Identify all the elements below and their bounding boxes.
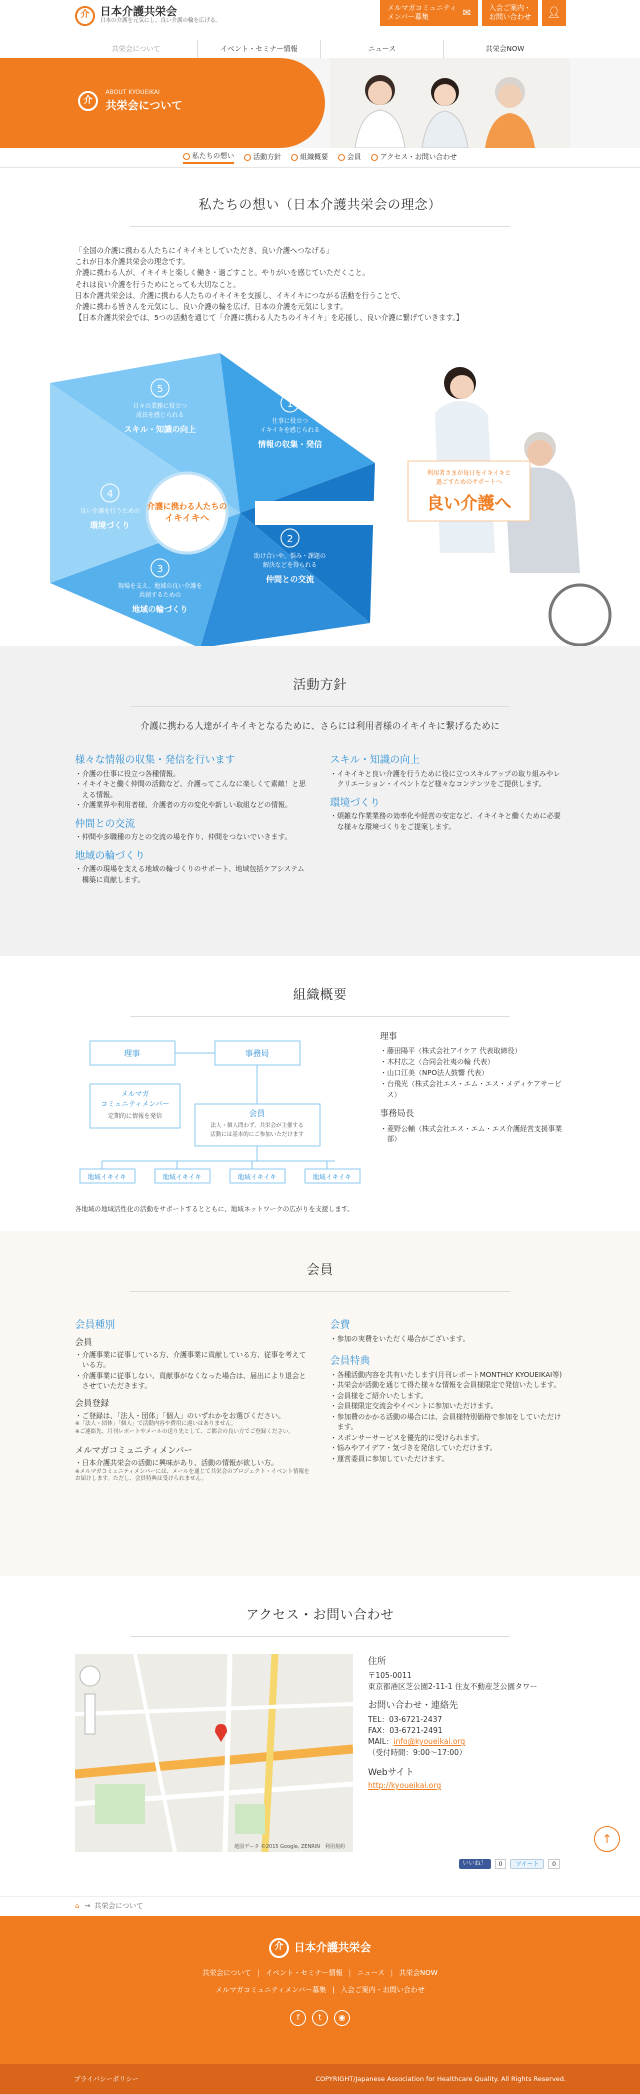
subnav-label: 組織概要 [300,153,329,162]
section-title: 私たちの想い（日本介護共栄会の理念） [0,196,640,227]
copyright: COPYRIGHT/Japanese Association for Healthcare Quality. All Rights Reserved. [315,2074,566,2083]
philosophy-line: 「全国の介護に携わる人たちにイキイキとしていただき、良い介護へつなげる」 [75,246,334,256]
footer-nav-2: メルマガコミュニティメンバー募集 | 入会ご案内・お問い合わせ [215,1985,425,1994]
directors-list [380,1046,570,1100]
list-item: ・ 共栄会が活動を通じて得た様々な情報を会員様限定で発信いたします。 [330,1380,565,1391]
section-title: 活動方針 [0,676,640,707]
list-item: ・ 会員様限定交流会やイベントに参加いただけます。 [330,1401,565,1412]
org-mailmag-sub: 定期的に情報を発信 [107,1113,163,1120]
hero-photo [330,58,570,148]
local-label: 地域イキイキ [87,1173,127,1181]
org-note: 各地域の地域活性化の活動をサポートするとともに、地域ネットワークの広がりを支援します。 [75,1205,354,1213]
address: 東京都港区芝公園2-11-1 住友不動産芝公園タワー [368,1681,538,1691]
philosophy-line: 介護に携わる人が、イキイキと楽しく働き・過ごすこと。やりがいを感じていただくこと。 [75,268,370,278]
policy-list [75,864,310,885]
policy-heading: 様々な情報の収集・発信を行います [75,755,235,767]
list-item: ・ 運営委員に参加していただけます。 [330,1454,565,1465]
join-button[interactable] [482,0,538,26]
facebook-like-button[interactable]: いいね！ [459,1859,491,1869]
policy-lead: 介護に携わる人達がイキイキとなるために、さらには利用者様のイキイキに繋げるために [140,722,500,733]
list-item: ・ 参加の実費をいただく場合がございます。 [330,1334,565,1345]
footer-nav: 共栄会について | イベント・セミナー情報 | ニュース | 共栄会NOW [202,1969,438,1977]
list-item: ・ 介護業界や利用者様、介護者の方の変化や新しい取組などの情報。 [75,800,310,811]
step-desc: 日々の業務に役立つ [132,403,188,410]
step-label: 環境づくり [90,521,130,530]
mailmag-button[interactable] [380,0,478,26]
back-to-top-button[interactable] [594,1826,620,1852]
local-label: 地域イキイキ [312,1173,352,1181]
section-member [0,1231,640,1576]
org-mailmag-2: コミュニティメンバー [100,1100,170,1108]
nav-now[interactable]: 共栄会NOW [443,40,566,58]
member-mm-list [75,1458,310,1469]
mail-row [368,1736,568,1747]
org-member-sub-2: 活動には基本的にご参加いただけます [210,1132,304,1138]
breadcrumb [0,1896,640,1916]
tweet-count: 0 [548,1859,560,1869]
org-member: 会員 [249,1109,265,1118]
result-sub-1: 利用者さまが毎日をイキイキと [427,470,511,477]
footer-nav-mailmag[interactable]: メルマガコミュニティメンバー募集 [215,1985,327,1994]
site-header [0,0,640,58]
list-item: ・ スポンサーサービスを優先的に受けられます。 [330,1433,565,1444]
subnav-org[interactable] [291,152,328,163]
policy-heading: 仲間との交流 [75,818,135,830]
share-buttons [459,1859,560,1869]
step-desc: 解決などを得られる [262,562,318,569]
policy-list [75,769,310,811]
philosophy-line: これが日本介護共栄会の理念です。 [75,257,190,267]
step-desc: 共創するための [138,592,182,599]
subnav-policy[interactable] [244,152,281,163]
list-item: ・ 介護事業に従事している方、介護事業に貢献している方、従事を考えている方。 [75,1350,310,1371]
subnav-label: 会員 [347,153,362,162]
philosophy-line: それは良い介護を行うためにとっても大切なこと。 [75,279,241,289]
policy-left-column [75,747,310,885]
section-org [0,956,640,1231]
director-item: ・ 木村広之（合同会社夷の輪 代表） [380,1057,570,1068]
list-item: ・ 介護の仕事に役立つ各種情報。 [75,769,310,780]
office-item: ・ 菱野公輔（株式会社エス・エム・エス介護経営支援事業部） [380,1124,570,1146]
tel: TEL：03-6721-2437 [368,1714,443,1724]
address-heading: 住所 [368,1657,387,1667]
step-desc: 現場を支え、地域の良い介護を [117,583,203,590]
member-reg-list [75,1411,310,1422]
section-access [0,1576,640,1896]
circle-arrow-icon [183,153,190,160]
result-label: 良い介護へ [426,494,512,514]
reg-note-1: ※「法人・団体」「個人」で活動内容や費用に違いはありません。 [75,1421,237,1428]
site-name: 日本介護共栄会 [100,5,177,18]
web-heading: Webサイト [368,1767,414,1778]
list-item: ・ 日本介護共栄会の活動に興味があり、活動の情報が欲しい方。 [75,1458,310,1469]
step-number: 4 [106,489,114,500]
office-list [380,1124,570,1146]
list-item: ・ 煩雑な作業業務の効率化や経営の安定など、イキイキと働くために必要な様々な環境づくりをご提案します。 [330,811,565,832]
hero-title [78,88,182,114]
global-nav [75,40,566,58]
policy-heading: 環境づくり [330,797,380,809]
footer-nav-news[interactable]: ニュース [356,1969,385,1977]
member-reg-sub: 会員登録 [75,1398,110,1409]
breadcrumb-current: 共栄会について [94,1902,144,1911]
contact-heading: お問い合わせ・連絡先 [368,1701,459,1711]
list-item: ・ イキイキと良い介護を行うために役に立つスキルアップの取り組みやレクリエーション・イベントなど様々なコンテンツをご提供します。 [330,769,565,790]
privacy-link[interactable]: プライバシーポリシー [74,2074,139,2083]
subnav-access[interactable] [371,152,457,163]
step-desc: イキイキを感じられる [260,427,320,434]
director-item: ・ 台飛光（株式会社エス・エム・エス・メディケアサービス） [380,1079,570,1101]
facebook-icon[interactable]: f [290,2010,306,2026]
step-number: 5 [156,384,164,395]
section-title: 会員 [0,1261,640,1292]
result-sub-2: 過ごすためのサポートへ [435,479,503,486]
page-hero [0,58,640,148]
philosophy-note: 【日本介護共栄会では、5つの活動を通じて「介護に携わる人たちのイキイキ」を応援し、良い介護に繋げていきます。】 [75,313,464,323]
nav-events[interactable]: イベント・セミナー情報 [197,40,320,58]
fee-list [330,1334,565,1345]
reg-note-2: ※ご連絡先、月刊レポートやメールの送り先として、ご都合の良い方でご登録ください。 [75,1429,294,1436]
logo-mark: 介 [75,6,95,26]
nav-about[interactable]: 共栄会について [111,45,161,53]
step-desc: 成長を感じられる [135,412,185,419]
hours: （受付時間：9:00～17:00） [368,1748,467,1758]
contact-info [368,1656,568,1791]
circle-arrow-icon [338,154,345,161]
step-desc: 良い介護を行うための [79,508,141,515]
step-label: 情報の収集・発信 [258,440,322,449]
person-icon: 👤︎ [547,5,561,19]
org-officers [380,1031,570,1145]
policy-right-column [330,747,565,885]
subnav-label: 私たちの想い [192,151,235,160]
footer-social [0,2010,640,2026]
diagram-center-2: イキイキへ [164,514,210,524]
local-label: 地域イキイキ [237,1173,277,1181]
org-chart [75,1036,365,1206]
site-logo[interactable] [75,6,221,26]
google-map[interactable] [75,1654,353,1852]
list-item: ・ 各種活動内容を共有いたします(月刊レポートMONTHLY KYOUEIKAI等) [330,1370,565,1381]
subnav-label: 活動方針 [253,153,282,162]
like-count: 0 [495,1859,507,1869]
member-right-column [330,1312,565,1484]
policy-heading: スキル・知識の向上 [330,755,420,767]
org-office: 事務局 [245,1049,269,1058]
directors-title: 理事 [380,1032,398,1042]
circle-arrow-icon [371,154,378,161]
hero-logo-icon: 介 [78,91,98,111]
section-title: 組織概要 [0,986,640,1017]
mailmag-label: メルマガコミュニティ メンバー募集 [387,3,457,21]
org-member-sub-1: 法人・個人問わず、共栄会が主催する [210,1123,304,1129]
fax: FAX：03-6721-2491 [368,1725,443,1735]
benefit-heading: 会員特典 [330,1356,370,1368]
footer-nav-join[interactable]: 入会ご案内・お問い合わせ [340,1985,425,1994]
site-footer [0,1916,640,2064]
subnav-label: アクセス・お問い合わせ [380,153,457,162]
subnav-philosophy[interactable] [183,151,234,165]
twitter-icon[interactable]: t [312,2010,328,2026]
director-item: ・ 藤田陽平（株式会社アイケア 代表取締役） [380,1046,570,1057]
envelope-icon: ✉ [462,7,471,19]
local-label: 地域イキイキ [162,1173,202,1181]
page-title: 共栄会について [105,99,183,113]
circle-arrow-icon [244,154,251,161]
list-item: ・ 会員様をご紹介いたします。 [330,1391,565,1402]
org-mailmag-1: メルマガ [121,1090,149,1098]
hero-en: ABOUT KYOUEIKAI [105,89,160,96]
step-label: 仲間との交流 [266,575,314,584]
step-desc: 仕事に役立つ [271,418,309,425]
list-item: ・ 悩みやアイデア・気づきを発信していただけます。 [330,1443,565,1454]
footer-bottom-bar [0,2064,640,2094]
philosophy-diagram [50,353,620,653]
step-number: 1 [286,399,294,410]
map-copyright: 地図データ ©2015 Google, ZENRIN 利用規約 [234,1844,345,1850]
footer-logo-mark: 介 [269,1938,289,1958]
philosophy-text [75,245,565,323]
list-item: ・ 参加費のかかる活動の場合には、会員様特別価格で参加をしていただけます。 [330,1412,565,1433]
step-label: 地域の輪づくり [132,605,188,614]
member-left-column [75,1312,310,1484]
philosophy-line: 介護に携わる皆さんを元気にし、良い介護の輪を広げ、日本の介護を元気にします。 [75,301,348,311]
list-item: ・ 介護の現場を支える地域の輪づくりのサポート、地域包括ケアシステム構築に貢献します。 [75,864,310,885]
list-item: ・ 介護事業に従事しない、貢献事がなくなった場合は、届出により退会とさせていただきます。 [75,1371,310,1392]
policy-list [330,769,565,790]
diagram-center-1: 介護に携わる人たちの [147,502,227,511]
member-type-heading: 会員種別 [75,1320,115,1332]
section-policy [0,646,640,956]
policy-list [330,811,565,832]
footer-logo[interactable] [0,1916,640,1958]
step-number: 3 [156,564,164,575]
footer-nav-events[interactable]: イベント・セミナー情報 [265,1969,343,1977]
step-number: 2 [286,534,294,545]
tweet-button[interactable]: ツイート [510,1859,544,1869]
step-desc: 助け合いや、悩み・課題の [254,553,326,560]
mm-note: ※メルマガコミュニティメンバーには、メールを通じて共栄会のプロジェクト・イベント情報をお届けします。ただし、会員特典は受けられません。 [75,1468,310,1483]
mail-link[interactable]: info@kyoueikai.org [393,1737,466,1746]
list-item: ・ ご登録は、「法人・団体」「個人」のいずれかをお選びください。 [75,1411,310,1422]
footer-nav-now[interactable]: 共栄会NOW [398,1969,438,1977]
website-link[interactable]: http://kyoueikai.org [368,1781,442,1790]
circle-arrow-icon [291,154,298,161]
member-mm-sub: メルマガコミュニティメンバー [75,1445,193,1456]
org-director: 理事 [124,1049,140,1058]
site-tagline: 日本の介護を元気にし、良い介護の輪を広げる。 [100,18,222,25]
join-label: 入会ご案内・ お問い合わせ [489,3,531,21]
member-type-list [75,1350,310,1392]
home-icon[interactable]: ⌂ [75,1902,80,1911]
director-item: ・ 山口江美（NPO法人鼓響 代表） [380,1068,570,1079]
arrow-up-icon: ↑ [601,1832,613,1846]
mypage-button[interactable] [542,0,566,26]
footer-site-name: 日本介護共栄会 [294,1941,371,1955]
footer-nav-about[interactable]: 共栄会について [202,1969,252,1977]
fee-heading: 会費 [330,1320,350,1332]
section-title: アクセス・お問い合わせ [0,1606,640,1637]
section-philosophy [0,168,640,646]
page-subnav [0,148,640,168]
office-title: 事務局長 [380,1109,415,1120]
step-label: スキル・知識の向上 [124,425,196,434]
list-item: ・ イキイキと働く仲間の活動など、介護ってこんなに楽しくて素敵！と思える情報。 [75,779,310,800]
subnav-member[interactable] [338,152,361,163]
nav-news[interactable]: ニュース [320,40,443,58]
breadcrumb-sep: → [84,1902,91,1911]
member-type-sub: 会員 [75,1337,93,1348]
policy-heading: 地域の輪づくり [75,850,145,862]
mail-label: MAIL： [368,1737,394,1746]
rss-icon[interactable]: ◉ [334,2010,350,2026]
list-item: ・ 仲間や多職種の方との交流の場を作り、仲間をつないでいきます。 [75,832,310,843]
policy-list [75,832,310,843]
benefit-list [330,1370,565,1465]
philosophy-line: 日本介護共栄会は、介護に携わる人たちのイキイキを支援し、イキイキにつながる活動を行うことで、 [75,290,405,300]
zip-code: 〒105-0011 [368,1670,412,1680]
